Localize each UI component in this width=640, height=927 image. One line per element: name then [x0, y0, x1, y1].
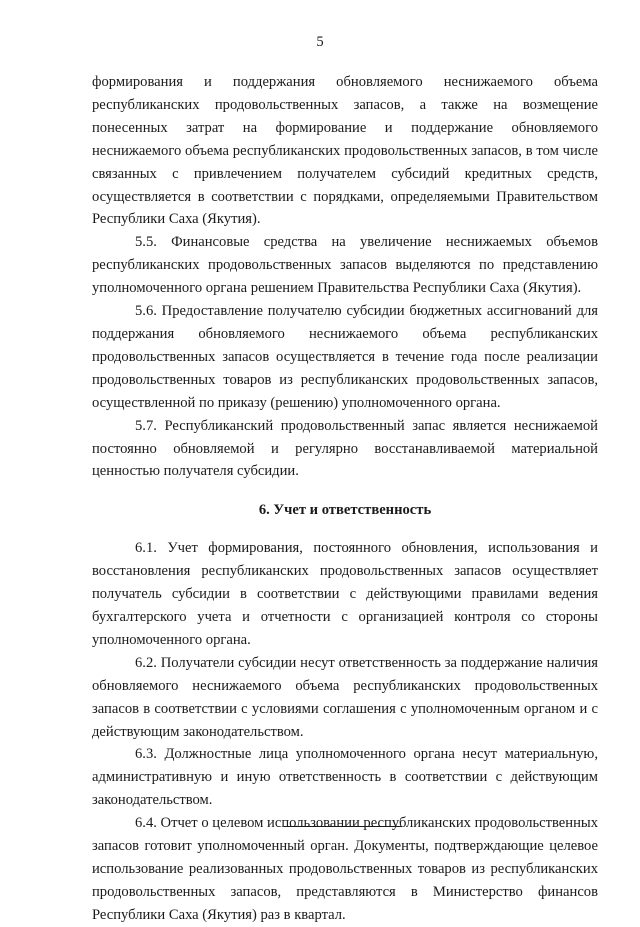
page-number: 5 — [316, 34, 324, 50]
paragraph-5-7: 5.7. Республиканский продовольственный запас является неснижаемой постоянно обновляемой и регулярно восстанавливаемой материальной ценностью получателя субсидии. — [92, 417, 598, 480]
document-body — [92, 71, 598, 927]
paragraph-6-2: 6.2. Получатели субсидии несут ответственность за поддержание наличия обновляемого неснижаемого объема республиканских продовольственных запасов в соответствии с условиями соглашения с уполномоченным органом и с действующим законодательством. — [92, 654, 598, 740]
paragraph-5-5: 5.5. Финансовые средства на увеличение неснижаемых объемов республиканских продовольственных запасов выделяются по представлению уполномоченного органа решением Правительства Республики Саха (Якутия). — [92, 234, 598, 297]
paragraph-6-4: 6.4. Отчет о целевом использовании республиканских продовольственных запасов готовит уполномоченный орган. Документы, подтверждающие целевое использование реализованных продовольственных товаров из республиканских продовольственных запасов, представляются в Министерство финансов Республики Саха (Якутия) раз в квартал. — [92, 815, 598, 923]
paragraph-6-1: 6.1. Учет формирования, постоянного обновления, использования и восстановления республиканских продовольственных запасов осуществляет получатель субсидии в соответствии с действующими правилами ведения бухгалтерского учета и отчетности с организацией контроля со стороны уполномоченного органа. — [92, 540, 598, 648]
paragraph-5-6: 5.6. Предоставление получателю субсидии бюджетных ассигнований для поддержания обновляемого неснижаемого объема республиканских продовольственных запасов осуществляется в течение года после реализации продовольственных товаров из республиканских продовольственных запасов, осуществленной по приказу (решению) уполномоченного органа. — [92, 303, 598, 411]
paragraph-6-3: 6.3. Должностные лица уполномоченного органа несут материальную, административную и иную ответственность в соответствии с действующим законодательством. — [92, 746, 598, 809]
paragraph-continuation: формирования и поддержания обновляемого неснижаемого объема республиканских продовольственных запасов, а также на возмещение понесенных затрат на формирование и поддержание обновляемого неснижаемого объема республиканских продовольственных запасов, в том числе связанных с привлечением получателем субсидий кредитных средств, осуществляется в соответствии с порядками, определяемыми Правительством Республики Саха (Якутия). — [92, 74, 598, 228]
section-6-heading: 6. Учет и ответственность — [258, 502, 432, 519]
end-rule-divider — [284, 826, 402, 827]
